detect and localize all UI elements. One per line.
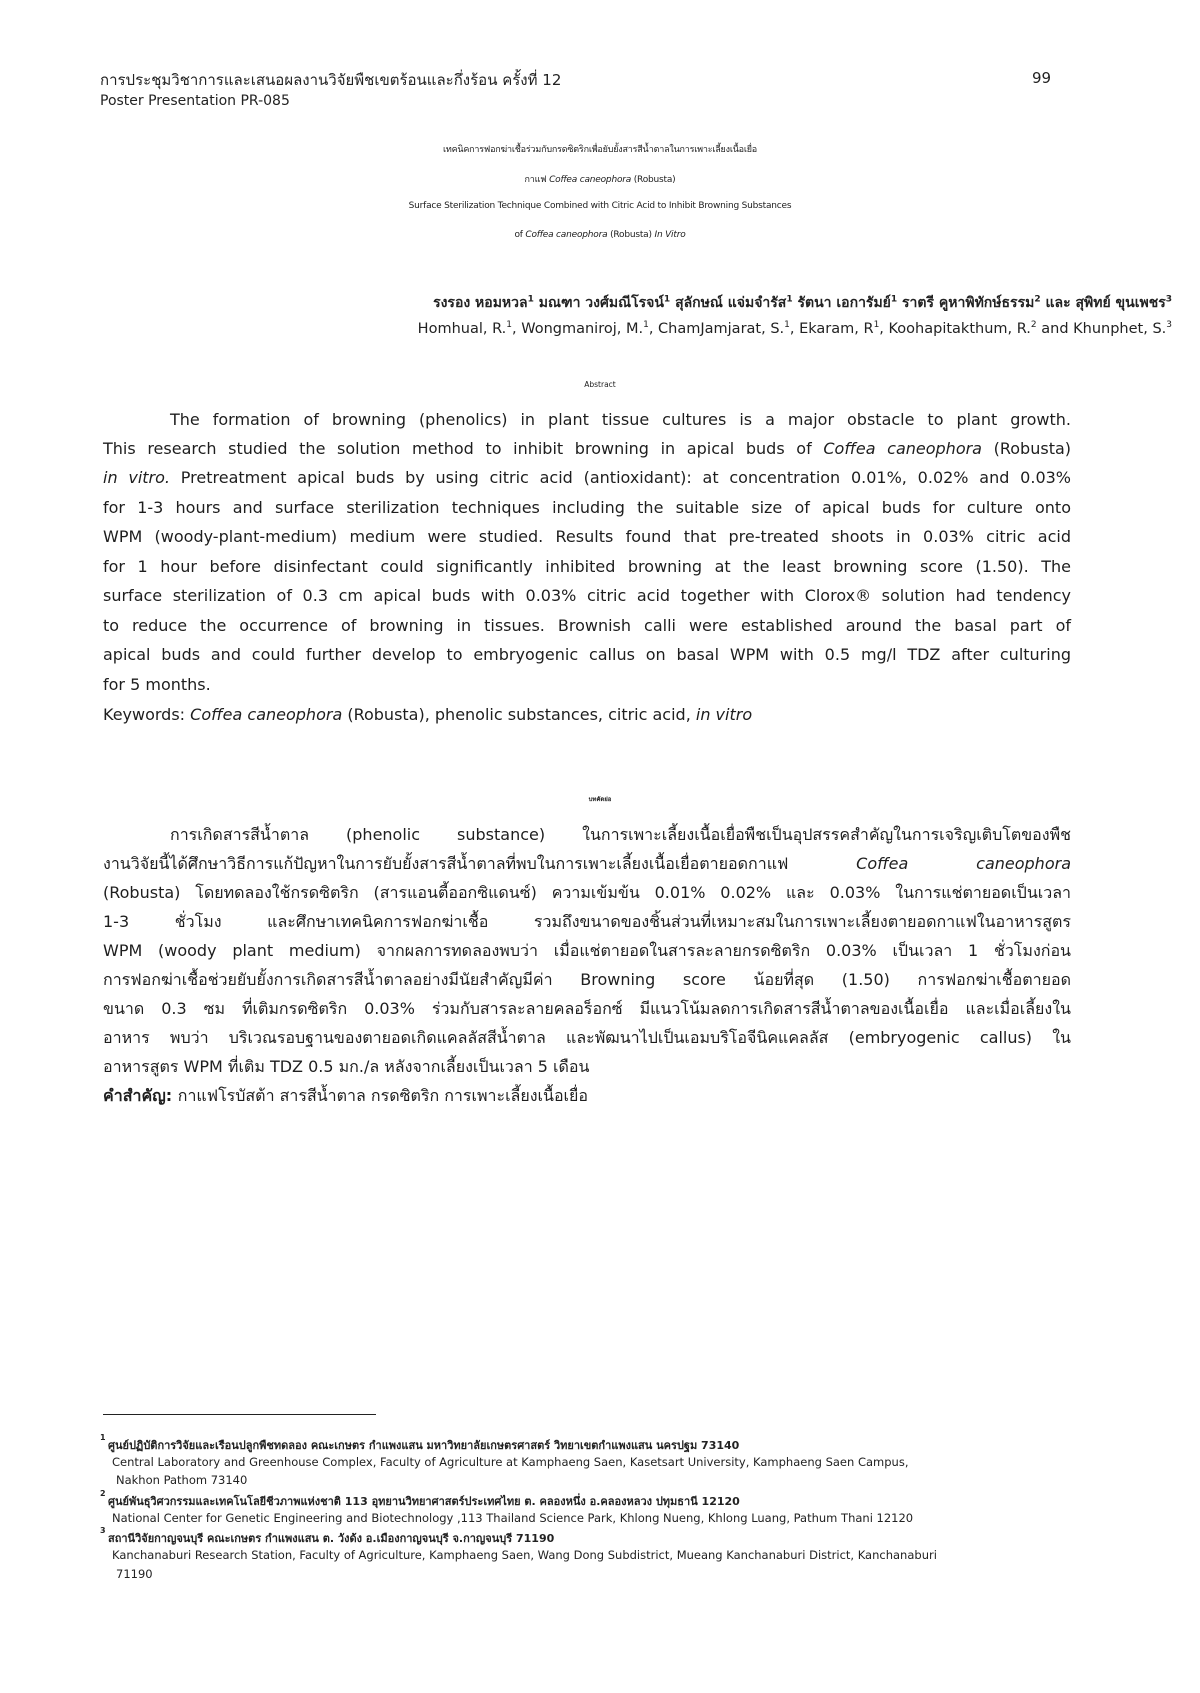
title-english-prefix: of <box>514 230 526 240</box>
thai-abstract-text: งานวิจัยนี้ได้ศึกษาวิธีการแก้ปัญหาในการยับยั้งสารสีน้ำตาลที่พบในการเพาะเลี้ยงเนื้อเยื่อตายอดกาแฟ <box>103 854 857 873</box>
author-english: Ekaram, R <box>799 321 874 337</box>
author-english: Homhual, R. <box>417 321 507 337</box>
abstract-line: for 1 hour before disinfectant could significantly inhibited browning at the least browning score (1.50). The <box>103 557 1071 576</box>
footnote-mark: 3 <box>100 1526 106 1535</box>
author-english: Wongmaniroj, M. <box>521 321 644 337</box>
thai-abstract-line: ขนาด 0.3 ซม ที่เติมกรดซิตริก 0.03% ร่วมกับสารละลายคลอร็อกซ์ มีแนวโน้มลดการเกิดสารสีน้ำตาลของเนื้อเยื่อ และเมื่อเลี้ยงใน <box>103 999 1071 1018</box>
title-thai-suffix: (Robusta) <box>631 175 676 185</box>
author-english: ChamJamjarat, S. <box>658 321 785 337</box>
abstract-line: The formation of browning (phenolics) in plant tissue cultures is a major obstacle to plant growth. <box>170 410 1071 429</box>
author-affiliation: 1 <box>506 320 512 331</box>
abstract-keywords <box>103 705 752 724</box>
abstract-text: (Robusta) <box>982 439 1072 458</box>
title-english-line1: Surface Sterilization Technique Combined with Citric Acid to Inhibit Browning Substances <box>408 201 792 211</box>
footnote-mark: 1 <box>100 1433 106 1442</box>
title-thai-line1: เทคนิคการฟอกฆ่าเชื้อร่วมกับกรดซิตริกเพื่อยับยั้งสารสีน้ำตาลในการเพาะเลี้ยงเนื้อเยื่อ <box>442 145 758 155</box>
footnote-3-thai <box>100 1526 555 1547</box>
thai-abstract-line <box>103 852 1071 877</box>
keyword-species: Coffea caneophora <box>190 705 343 724</box>
title-english-mid: (Robusta) <box>607 230 655 240</box>
running-header-presentation: Poster Presentation PR-085 <box>100 93 290 109</box>
author-english: Koohapitakthum, R. <box>888 321 1031 337</box>
author-english: Khunphet, S. <box>1073 321 1167 337</box>
abstract-line <box>103 468 1071 487</box>
abstract-invitro: in vitro. <box>103 468 171 487</box>
footnote-text: ศูนย์พันธุวิศวกรรมและเทคโนโลยีชีวภาพแห่งชาติ 113 อุทยานวิทยาศาสตร์ประเทศไทย ต. คลองหนึ่ง อ.คลองหลวง ปทุมธานี 12120 <box>108 1495 740 1508</box>
footnote-3-english: Kanchanaburi Research Station, Faculty of Agriculture, Kamphaeng Saen, Wang Dong Subdistrict, Mueang Kanchanaburi District, Kanchanaburi <box>112 1548 937 1562</box>
abstract-line: WPM (woody-plant-medium) medium were studied. Results found that pre-treated shoots in 0.03% citric acid <box>103 527 1071 546</box>
title-thai-line2 <box>0 172 1200 186</box>
title-thai-prefix: กาแฟ <box>524 175 550 185</box>
author-thai: สุลักษณ์ แจ่มจำรัส <box>675 295 787 311</box>
thai-abstract-line: WPM (woody plant medium) จากผลการทดลองพบว่า เมื่อแช่ตายอดในสารละลายกรดซิตริก 0.03% เป็นเวลา 1 ชั่วโมงก่อน <box>103 941 1071 960</box>
title-english-invitro: In Vitro <box>654 230 686 240</box>
author-affiliation: 3 <box>1166 320 1172 331</box>
abstract-line: to reduce the occurrence of browning in tissues. Brownish calli were established around the basal part of <box>103 616 1071 635</box>
keywords-label: คำสำคัญ: <box>103 1086 178 1105</box>
title-english-line2 <box>0 230 1200 240</box>
footnote-1-thai <box>100 1433 740 1454</box>
authors-english: Homhual, R.$^1$, Wongmaniroj, M.$^1$, ChamJamjarat, S.$^1$, Ekaram, $R^1$, Koohapitakthum, R.$^2$ and Khunphet, S.$^3$ <box>417 320 1172 337</box>
abstract-line <box>103 439 1071 458</box>
footnote-2-thai <box>100 1489 740 1510</box>
thai-abstract-line: อาหารสูตร WPM ที่เติม TDZ 0.5 มก./ล หลังจากเลี้ยงเป็นเวลา 5 เดือน <box>103 1057 590 1076</box>
author-affiliation: 1 <box>890 294 898 305</box>
title-thai-species: Coffea caneophora <box>549 175 632 185</box>
keywords-text: (Robusta), phenolic substances, citric acid, <box>342 705 696 724</box>
abstract-text: This research studied the solution method to inhibit browning in apical buds of <box>103 439 824 458</box>
thai-abstract-line: การฟอกฆ่าเชื้อช่วยยับยั้งการเกิดสารสีน้ำตาลอย่างมีนัยสำคัญมีค่า Browning score น้อยที่สุด (1.50) การฟอกฆ่าเชื้อตายอด <box>103 970 1071 989</box>
thai-abstract-line: (Robusta) โดยทดลองใช้กรดซิตริก (สารแอนตี้ออกซิแดนซ์) ความเข้มข้น 0.01% 0.02% และ 0.03% ในการแช่ตายอดเป็นเวลา <box>103 883 1071 902</box>
authors-thai <box>0 292 1172 314</box>
abstract-line: surface sterilization of 0.3 cm apical buds with 0.03% citric acid together with Clorox® solution had tendency <box>103 586 1071 605</box>
keywords-text: กาแฟโรบัสต้า สารสีน้ำตาล กรดซิตริก การเพาะเลี้ยงเนื้อเยื่อ <box>177 1086 589 1105</box>
footnote-1-english-cont: Nakhon Pathom 73140 <box>116 1473 248 1487</box>
footnote-mark: 2 <box>100 1489 106 1498</box>
thai-abstract-heading: บทคัดย่อ <box>588 796 612 803</box>
keywords-label: Keywords: <box>103 705 191 724</box>
abstract-line: for 1-3 hours and surface sterilization techniques including the suitable size of apical buds for culture onto <box>103 498 1071 517</box>
author-affiliation: 2 <box>1030 320 1037 331</box>
author-thai: รงรอง หอมหวล <box>433 295 528 311</box>
abstract-text: Pretreatment apical buds by using citric acid (antioxidant): at concentration 0.01%, 0.02% and 0.03% <box>170 468 1072 487</box>
footnote-separator <box>103 1414 376 1415</box>
author-affiliation: 1 <box>643 320 649 331</box>
thai-abstract-line: อาหาร พบว่า บริเวณรอบฐานของตายอดเกิดแคลลัสสีน้ำตาล และพัฒนาไปเป็นเอมบริโอจีนิคแคลลัส (embryogenic callus) ใน <box>103 1028 1071 1047</box>
footnote-text: ศูนย์ปฏิบัติการวิจัยและเรือนปลูกพืชทดลอง คณะเกษตร กำแพงแสน มหาวิทยาลัยเกษตรศาสตร์ วิทยาเขตกำแพงแสน นครปฐม 73140 <box>108 1439 740 1452</box>
page-number: 99 <box>1032 69 1052 87</box>
footnote-2-english: National Center for Genetic Engineering and Biotechnology ,113 Thailand Science Park, Khlong Nueng, Khlong Luang, Pathum Thani 12120 <box>112 1511 914 1525</box>
running-header-conference: การประชุมวิชาการและเสนอผลงานวิจัยพืชเขตร้อนและกึ่งร้อน ครั้งที่ 12 <box>100 71 562 89</box>
author-thai: ราตรี คูหาพิทักษ์ธรรม <box>902 295 1035 311</box>
abstract-line: apical buds and could further develop to embryogenic callus on basal WPM with 0.5 mg/l TDZ after culturing <box>103 645 1071 664</box>
author-affiliation: 1 <box>873 320 880 331</box>
author-thai: รัตนา เอการัมย์ <box>797 295 891 311</box>
title-english-species: Coffea caneophora <box>525 230 608 240</box>
thai-abstract-keywords <box>103 1084 588 1109</box>
author-affiliation: 3 <box>1165 294 1172 305</box>
abstract-line: for 5 months. <box>103 675 211 694</box>
footnote-1-english: Central Laboratory and Greenhouse Complex, Faculty of Agriculture at Kamphaeng Saen, Kasetsart University, Kamphaeng Saen Campus, <box>112 1455 909 1469</box>
thai-abstract-line: 1-3 ชั่วโมง และศึกษาเทคนิคการฟอกฆ่าเชื้อ รวมถึงขนาดของชิ้นส่วนที่เหมาะสมในการเพาะเลี้ยงตายอดกาแฟในอาหารสูตร <box>103 912 1071 931</box>
species-name: Coffea caneophora <box>856 854 1071 873</box>
author-conjunction: และ <box>1045 295 1071 311</box>
keyword-invitro: in vitro <box>695 705 753 724</box>
author-affiliation: 1 <box>527 294 534 305</box>
abstract-heading: Abstract <box>584 380 616 389</box>
species-name: Coffea caneophora <box>823 439 982 458</box>
author-thai: สุพิทย์ ขุนเพชร <box>1075 295 1166 311</box>
author-affiliation: 2 <box>1034 294 1041 305</box>
author-affiliation: 1 <box>786 294 793 305</box>
footnote-text: สถานีวิจัยกาญจนบุรี คณะเกษตร กำแพงแสน ต. วังด้ง อ.เมืองกาญจนบุรี จ.กาญจนบุรี 71190 <box>108 1532 555 1545</box>
author-thai: มณฑา วงศ์มณีโรจน์ <box>538 295 664 311</box>
thai-abstract-line: การเกิดสารสีน้ำตาล (phenolic substance) ในการเพาะเลี้ยงเนื้อเยื่อพืชเป็นอุปสรรคสำคัญในการเจริญเติบโตของพืช <box>170 825 1071 844</box>
author-affiliation: 1 <box>663 294 671 305</box>
author-affiliation: 1 <box>784 320 790 331</box>
author-conjunction: and <box>1041 321 1069 337</box>
footnote-3-english-cont: 71190 <box>116 1567 153 1581</box>
